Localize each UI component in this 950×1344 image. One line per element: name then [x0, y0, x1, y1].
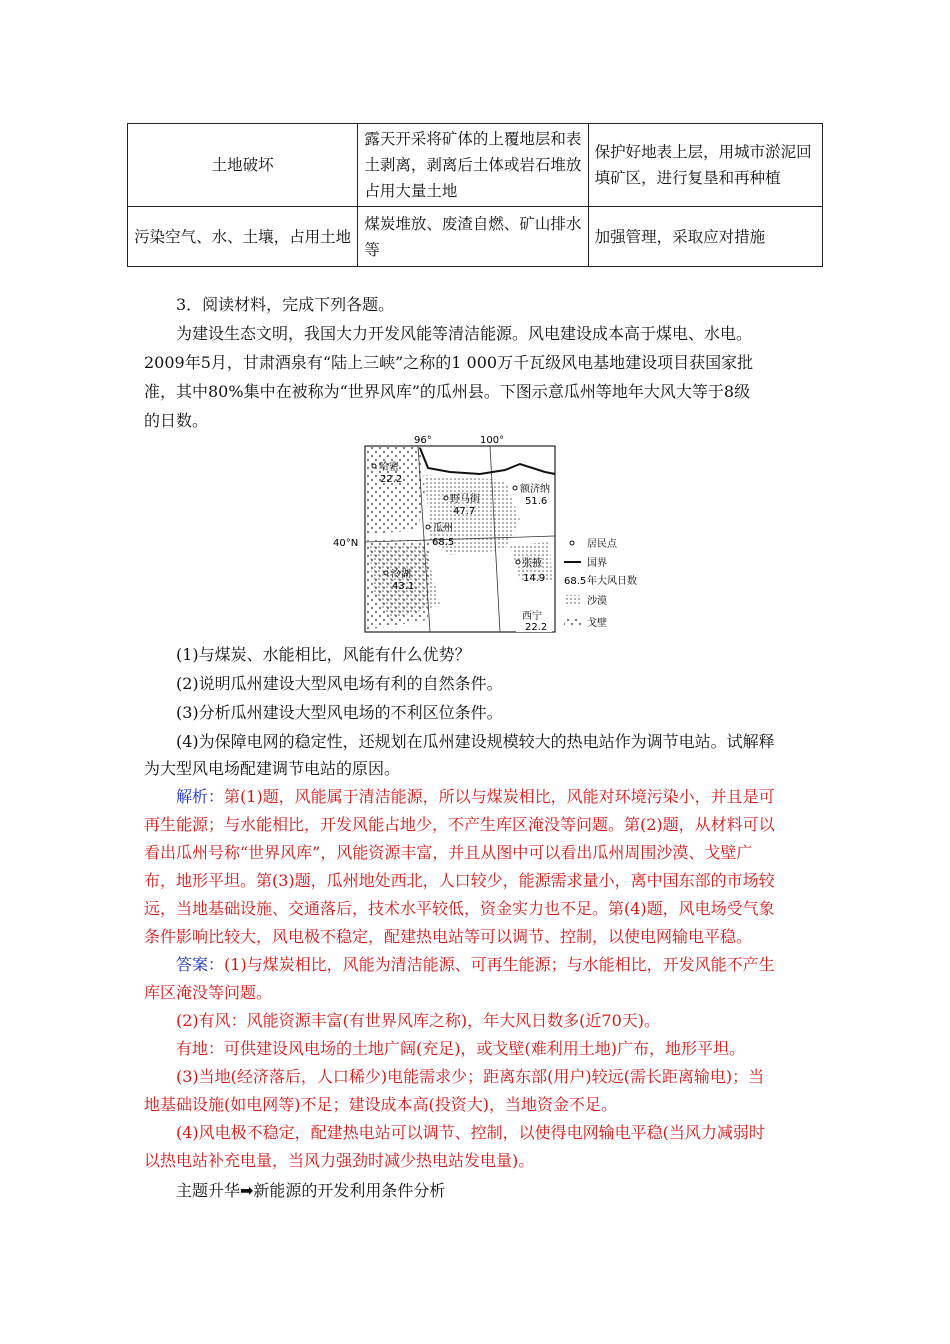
answer-line: (4)风电极不稳定，配建热电站可以调节、控制，以使得电网输电平稳(当风力减弱时 [176, 1123, 765, 1142]
svg-text:68.5: 68.5 [564, 576, 587, 587]
table-cell: 土地破坏 [128, 124, 358, 207]
analysis-line: 远，当地基础设施、交通落后，技术水平较低，资金实力也不足。第(4)题，风电场受气象 [144, 899, 775, 918]
answer-label: 答案： [176, 955, 225, 974]
svg-text:野马街: 野马街 [450, 494, 480, 505]
wind-days-map [330, 430, 640, 640]
lat-label: 40°N [333, 538, 359, 549]
table-cell: 污染空气、水、土壤，占用土地 [128, 207, 358, 267]
svg-text:戈壁: 戈壁 [587, 618, 607, 629]
place-xining [516, 608, 552, 633]
comparison-table [127, 123, 823, 267]
svg-text:国界: 国界 [587, 558, 607, 569]
table-cell: 加强管理，采取应对措施 [588, 207, 822, 267]
table-row [128, 207, 823, 267]
svg-text:43.1: 43.1 [392, 581, 415, 592]
svg-text:51.6: 51.6 [525, 496, 548, 507]
answer-line: 有地：可供建设风电场的土地广阔(充足)，或戈壁(难利用土地)广布，地形平坦。 [176, 1039, 745, 1058]
table-cell: 保护好地表上层，用城市淤泥回填矿区，进行复垦和再种植 [588, 124, 822, 207]
svg-text:西宁: 西宁 [522, 611, 542, 622]
topic-footer: 主题升华➡新能源的开发利用条件分析 [176, 1181, 446, 1200]
analysis-line: 解析：第(1)题，风能属于清洁能源，所以与煤炭相比，风能对环境污染小，并且是可 [176, 787, 775, 806]
svg-text:冷湖: 冷湖 [391, 569, 411, 580]
svg-text:额济纳: 额济纳 [520, 484, 550, 495]
analysis-line: 看出瓜州号称“世界风库”，风能资源丰富，并且从图中可以看出瓜州周围沙漠、戈壁广 [144, 843, 753, 862]
analysis-line: 布，地形平坦。第(3)题，瓜州地处西北，人口较少，能源需求量小，离中国东部的市场较 [144, 871, 775, 890]
gobi-region [366, 447, 425, 535]
answer-line: 库区淹没等问题。 [144, 983, 273, 1002]
svg-text:68.5: 68.5 [432, 537, 455, 548]
answer-line: (3)当地(经济落后，人口稀少)电能需求少；距离东部(用户)较远(需长距离输电)；当 [176, 1067, 765, 1086]
lon-label: 96° [414, 435, 432, 446]
table-row [128, 124, 823, 207]
table-cell: 煤炭堆放、废渣自燃、矿山排水等 [358, 207, 588, 267]
svg-text:22.2: 22.2 [380, 474, 403, 485]
paragraph-line: 准，其中80%集中在被称为“世界风库”的瓜州县。下图示意瓜州等地年大风大等于8级 [144, 382, 751, 401]
question-4: (4)为保障电网的稳定性，还规划在瓜州建设规模较大的热电站作为调节电站。试解释 [176, 732, 775, 751]
paragraph-line: 的日数。 [144, 411, 209, 430]
analysis-label: 解析： [176, 787, 225, 806]
answer-line: 答案：(1)与煤炭相比，风能为清洁能源、可再生能源；与水能相比，开发风能不产生 [176, 955, 775, 974]
svg-text:47.7: 47.7 [453, 506, 476, 517]
svg-text:沙漠: 沙漠 [587, 596, 607, 607]
answer-line: 以热电站补充电量，当风力强劲时减少热电站发电量)。 [144, 1151, 535, 1170]
svg-text:14.9: 14.9 [523, 573, 546, 584]
answer-line: (2)有风：风能资源丰富(有世界风库之称)，年大风日数多(近70天)。 [176, 1011, 660, 1030]
svg-text:年大风日数: 年大风日数 [587, 576, 637, 587]
question-heading: 3．阅读材料，完成下列各题。 [176, 295, 395, 314]
map-legend [564, 537, 637, 629]
svg-text:居民点: 居民点 [587, 539, 617, 550]
arrow-icon: ➡ [240, 1181, 254, 1200]
question-4-cont: 为大型风电场配建调节电站的原因。 [144, 759, 401, 778]
paragraph-line: 为建设生态文明，我国大力开发风能等清洁能源。风电建设成本高于煤电、水电。 [176, 324, 753, 343]
svg-text:瓜州: 瓜州 [433, 523, 453, 534]
svg-text:22.2: 22.2 [525, 622, 548, 633]
question-3: (3)分析瓜州建设大型风电场的不利区位条件。 [176, 703, 503, 722]
table-cell: 露天开采将矿体的上覆地层和表土剥离，剥离后土体或岩石堆放占用大量土地 [358, 124, 588, 207]
question-1: (1)与煤炭、水能相比，风能有什么优势？ [176, 645, 471, 664]
answer-line: 地基础设施(如电网等)不足；建设成本高(投资大)，当地资金不足。 [144, 1095, 617, 1114]
analysis-line: 条件影响比较大，风电极不稳定，配建热电站等可以调节、控制，以使电网输电平稳。 [144, 927, 753, 946]
analysis-line: 再生能源；与水能相比，开发风能占地少，不产生库区淹没等问题。第(2)题，从材料可以 [144, 815, 775, 834]
svg-text:哈密: 哈密 [379, 462, 399, 473]
question-2: (2)说明瓜州建设大型风电场有利的自然条件。 [176, 674, 503, 693]
svg-text:张掖: 张掖 [522, 558, 542, 569]
paragraph-line: 2009年5月，甘肃酒泉有“陆上三峡”之称的1 000万千瓦级风电基地建设项目获国家批 [144, 353, 754, 372]
lon-label: 100° [480, 435, 505, 446]
